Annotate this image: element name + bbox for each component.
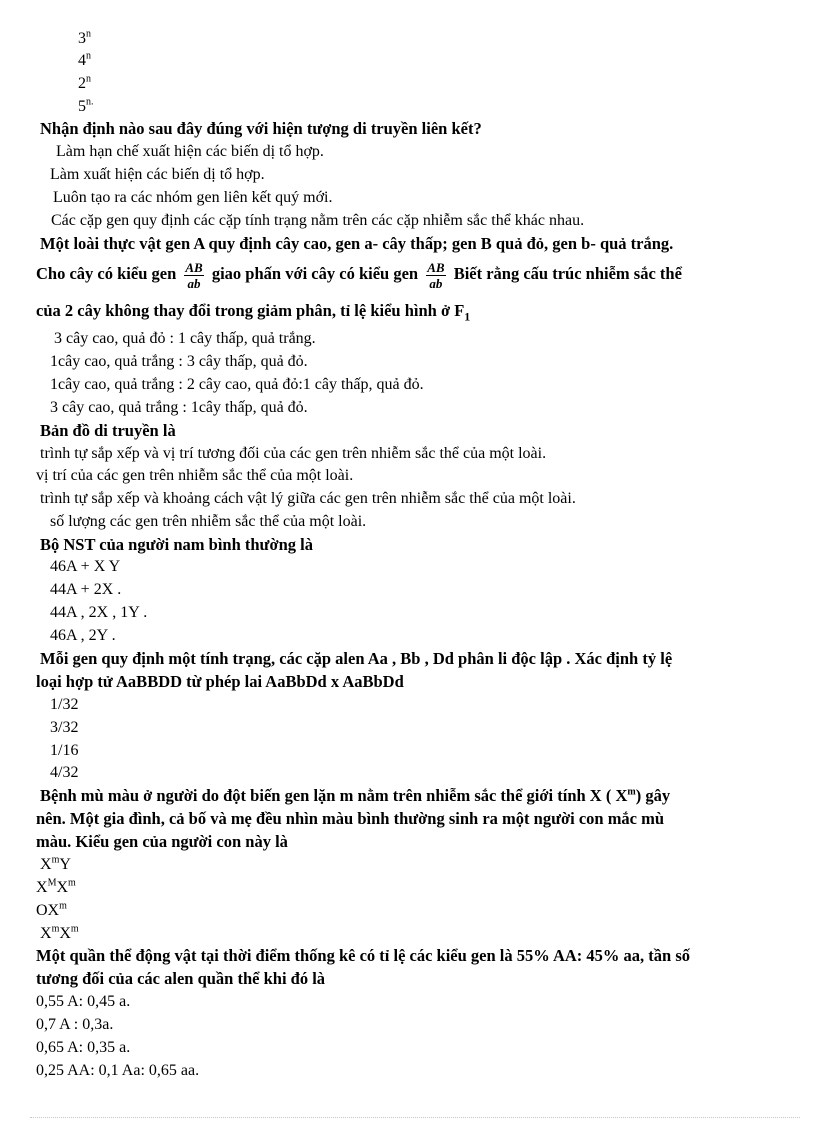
question-text: Bản đồ di truyền là	[40, 421, 176, 440]
question-text: Bệnh mù màu ở người do đột biến gen lặn m nằm trên nhiễm sắc thể giới tính X ( $X^m$) gây	[40, 786, 671, 805]
question-text: tương đối của các alen quần thể khi đó là	[36, 969, 326, 988]
answer-option: Luôn tạo ra các nhóm gen liên kết quý mới.	[53, 189, 333, 206]
question-text: màu. Kiểu gen của người con này là	[36, 832, 288, 851]
answer-option: 44A + 2X .	[50, 581, 122, 598]
answer-option: 1/16	[50, 742, 79, 759]
question-text: Mỗi gen quy định một tính trạng, các cặp alen Aa , Bb , Dd phân li độc lập . Xác định tỷ lệ	[40, 649, 673, 668]
answer-option: vị trí của các gen trên nhiễm sắc thể của một loài.	[36, 467, 354, 484]
answer-option: $X^MX^m$	[36, 877, 76, 896]
question-text: Cho cây có kiểu gen $\frac{AB}{ab}$ giao phấn với cây có kiểu gen $\frac{AB}{ab}$ Biết rằng cấu trúc nhiễm sắc thể	[36, 259, 682, 291]
answer-option: 0,7 A : 0,3a.	[36, 1016, 114, 1033]
answer-option: 0,25 AA: 0,1 Aa: 0,65 aa.	[36, 1062, 200, 1079]
answer-option: 4/32	[50, 764, 79, 781]
answer-option: $5^{n.}$	[78, 96, 94, 115]
answer-option: 46A + X Y	[50, 558, 121, 575]
genotype-fraction: $\frac{AB}{ab}$	[427, 259, 445, 291]
answer-option: 3$^n$	[78, 28, 91, 47]
answer-option: số lượng các gen trên nhiễm sắc thể của một loài.	[50, 513, 367, 530]
answer-option: 3/32	[50, 719, 79, 736]
answer-option: $OX^m$	[36, 900, 67, 919]
answer-option: Làm xuất hiện các biến dị tổ hợp.	[50, 166, 265, 183]
answer-option: 46A , 2Y .	[50, 627, 116, 644]
question-text: Nhận định nào sau đây đúng với hiện tượng di truyền liên kết?	[40, 119, 482, 138]
answer-option: 4$^n$	[78, 50, 91, 69]
answer-option: 1cây cao, quả trắng : 2 cây cao, quả đỏ:1 cây thấp, quả đỏ.	[50, 376, 424, 393]
answer-option: 0,55 A: 0,45 a.	[36, 993, 131, 1010]
answer-option: Làm hạn chế xuất hiện các biến dị tổ hợp.	[56, 143, 324, 160]
question-text: Một loài thực vật gen A quy định cây cao, gen a- cây thấp; gen B quả đỏ, gen b- quả trắng.	[40, 234, 674, 253]
question-text: nên. Một gia đình, cả bố và mẹ đều nhìn màu bình thường sinh ra một người con mắc mù	[36, 809, 665, 828]
answer-option: 3 cây cao, quả trắng : 1cây thấp, quả đỏ.	[50, 399, 308, 416]
question-text: Một quần thể động vật tại thời điểm thống kê có tỉ lệ các kiểu gen là 55% AA: 45% aa, tần số	[36, 946, 691, 965]
question-text: của 2 cây không thay đổi trong giảm phân, tỉ lệ kiểu hình ở $F_1$	[36, 301, 471, 324]
answer-option: 44A , 2X , 1Y .	[50, 604, 148, 621]
answer-option: trình tự sắp xếp và khoảng cách vật lý giữa các gen trên nhiễm sắc thể của một loài.	[40, 490, 576, 507]
genotype-fraction: $\frac{AB}{ab}$	[185, 259, 203, 291]
answer-option: trình tự sắp xếp và vị trí tương đối của các gen trên nhiễm sắc thể của một loài.	[40, 445, 547, 462]
question-text: loại hợp tử AaBBDD từ phép lai AaBbDd x AaBbDd	[36, 672, 404, 691]
answer-option: 0,65 A: 0,35 a.	[36, 1039, 131, 1056]
question-text: Bộ NST của người nam bình thường là	[40, 535, 313, 554]
answer-option: $X^mX^m$	[40, 923, 79, 942]
answer-option: $X^mY$	[40, 854, 71, 873]
page-footer-divider	[30, 1117, 800, 1118]
answer-option: 2$^n$	[78, 73, 91, 92]
answer-option: 1cây cao, quả trắng : 3 cây thấp, quả đỏ.	[50, 353, 308, 370]
answer-option: 1/32	[50, 696, 79, 713]
answer-option: Các cặp gen quy định các cặp tính trạng nằm trên các cặp nhiễm sắc thể khác nhau.	[51, 212, 585, 229]
answer-option: 3 cây cao, quả đỏ : 1 cây thấp, quả trắng.	[54, 330, 316, 347]
